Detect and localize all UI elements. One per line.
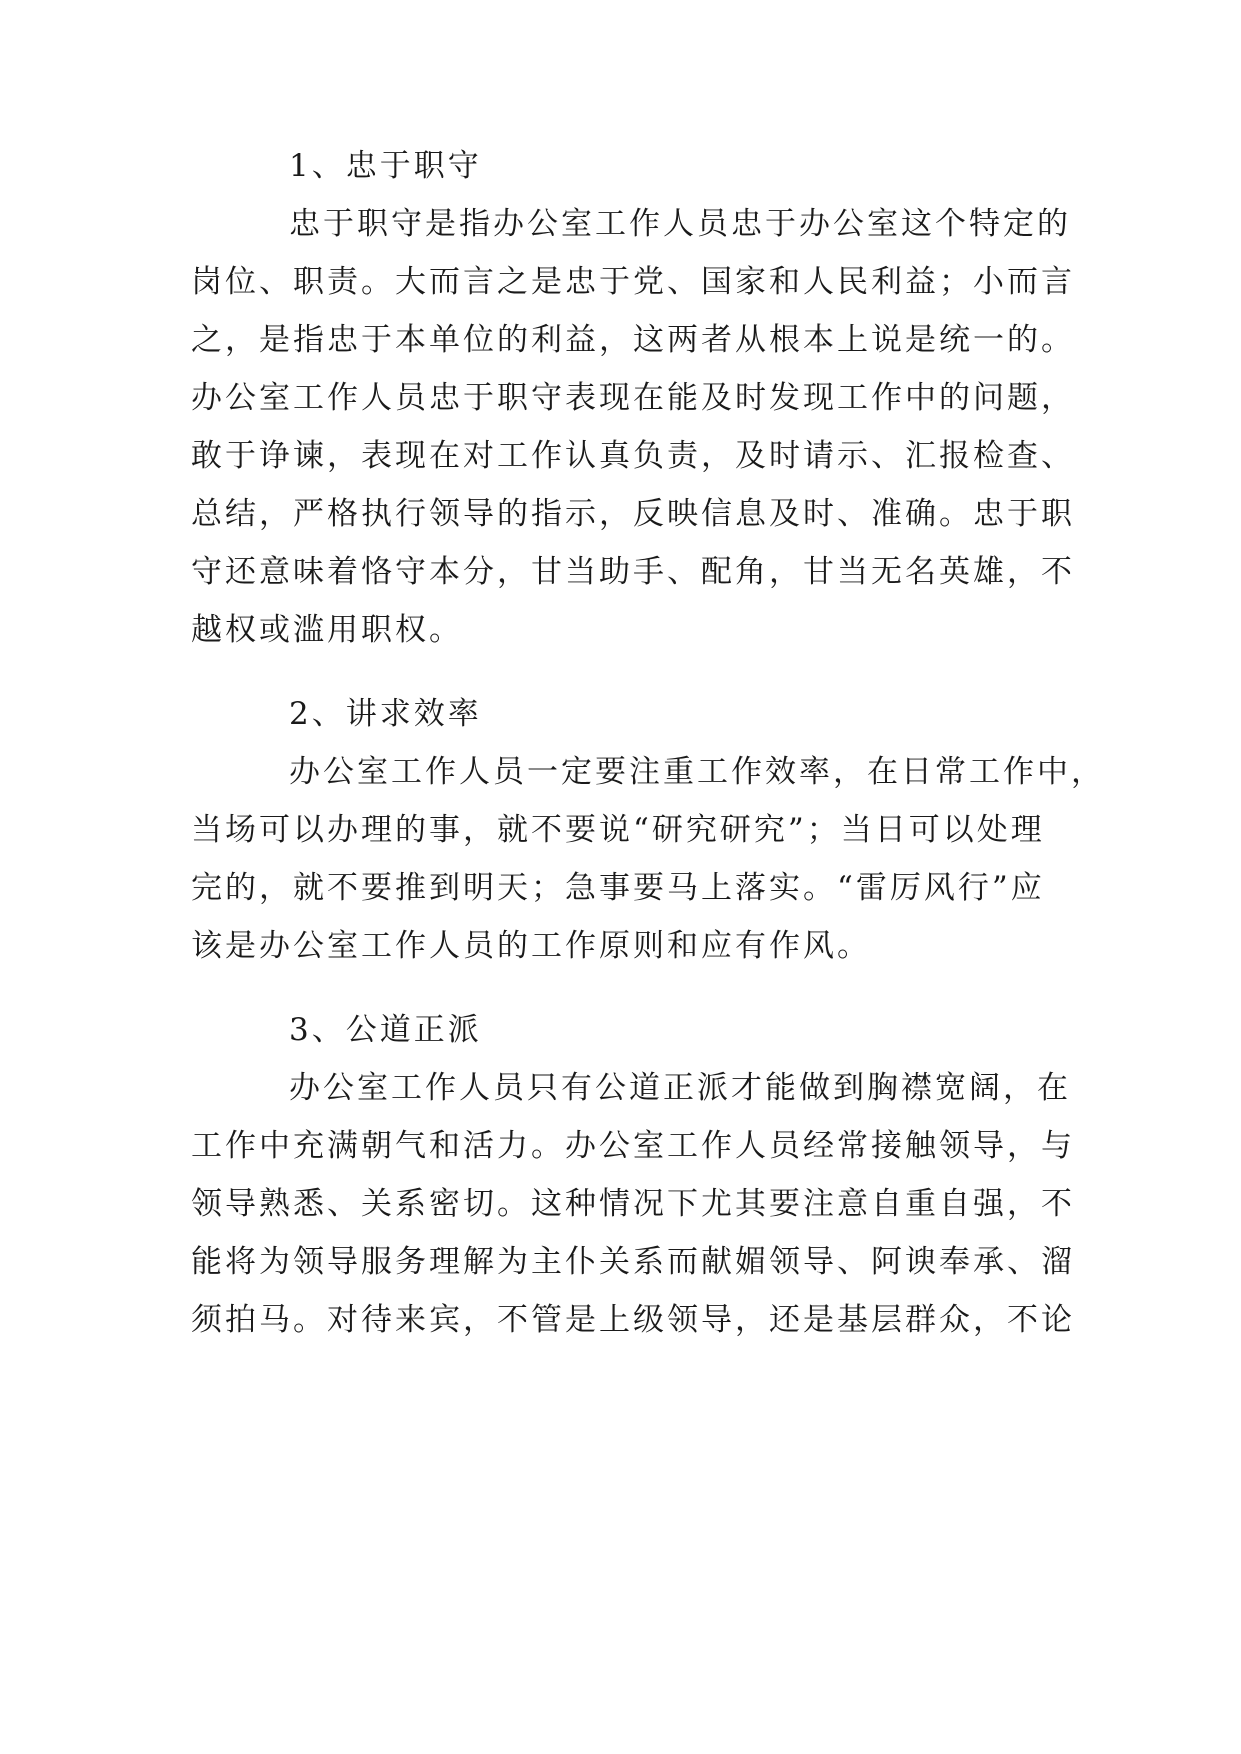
- section-1-line-1: 忠于职守是指办公室工作人员忠于办公室这个特定的: [289, 206, 1071, 242]
- section-1-line-3: 之，是指忠于本单位的利益，这两者从根本上说是统一的。: [191, 322, 1075, 358]
- section-2-line-2: 当场可以办理的事，就不要说“研究研究”；当日可以处理: [191, 812, 1045, 848]
- section-1-heading: 1、忠于职守: [289, 148, 482, 184]
- section-3-line-4: 能将为领导服务理解为主仆关系而献媚领导、阿谀奉承、溜: [191, 1244, 1075, 1280]
- section-3-heading: 3、公道正派: [289, 1012, 482, 1048]
- section-3-line-1: 办公室工作人员只有公道正派才能做到胸襟宽阔，在: [289, 1070, 1071, 1106]
- section-1-line-2: 岗位、职责。大而言之是忠于党、国家和人民利益；小而言: [191, 264, 1075, 300]
- section-2-line-1: 办公室工作人员一定要注重工作效率，在日常工作中，: [289, 754, 1105, 790]
- section-3-line-5: 须拍马。对待来宾，不管是上级领导，还是基层群众，不论: [191, 1302, 1075, 1338]
- section-1-line-7: 守还意味着恪守本分，甘当助手、配角，甘当无名英雄，不: [191, 554, 1075, 590]
- section-1-line-8: 越权或滥用职权。: [191, 612, 463, 648]
- section-1-line-4: 办公室工作人员忠于职守表现在能及时发现工作中的问题，: [191, 380, 1075, 416]
- section-1-line-5: 敢于诤谏，表现在对工作认真负责，及时请示、汇报检查、: [191, 438, 1075, 474]
- section-3-line-2: 工作中充满朝气和活力。办公室工作人员经常接触领导，与: [191, 1128, 1075, 1164]
- section-3-line-3: 领导熟悉、关系密切。这种情况下尤其要注意自重自强，不: [191, 1186, 1075, 1222]
- section-2-heading: 2、讲求效率: [289, 696, 482, 732]
- section-1-line-6: 总结，严格执行领导的指示，反映信息及时、准确。忠于职: [191, 496, 1075, 532]
- section-2-line-4: 该是办公室工作人员的工作原则和应有作风。: [191, 928, 871, 964]
- section-2-line-3: 完的，就不要推到明天；急事要马上落实。“雷厉风行”应: [191, 870, 1045, 906]
